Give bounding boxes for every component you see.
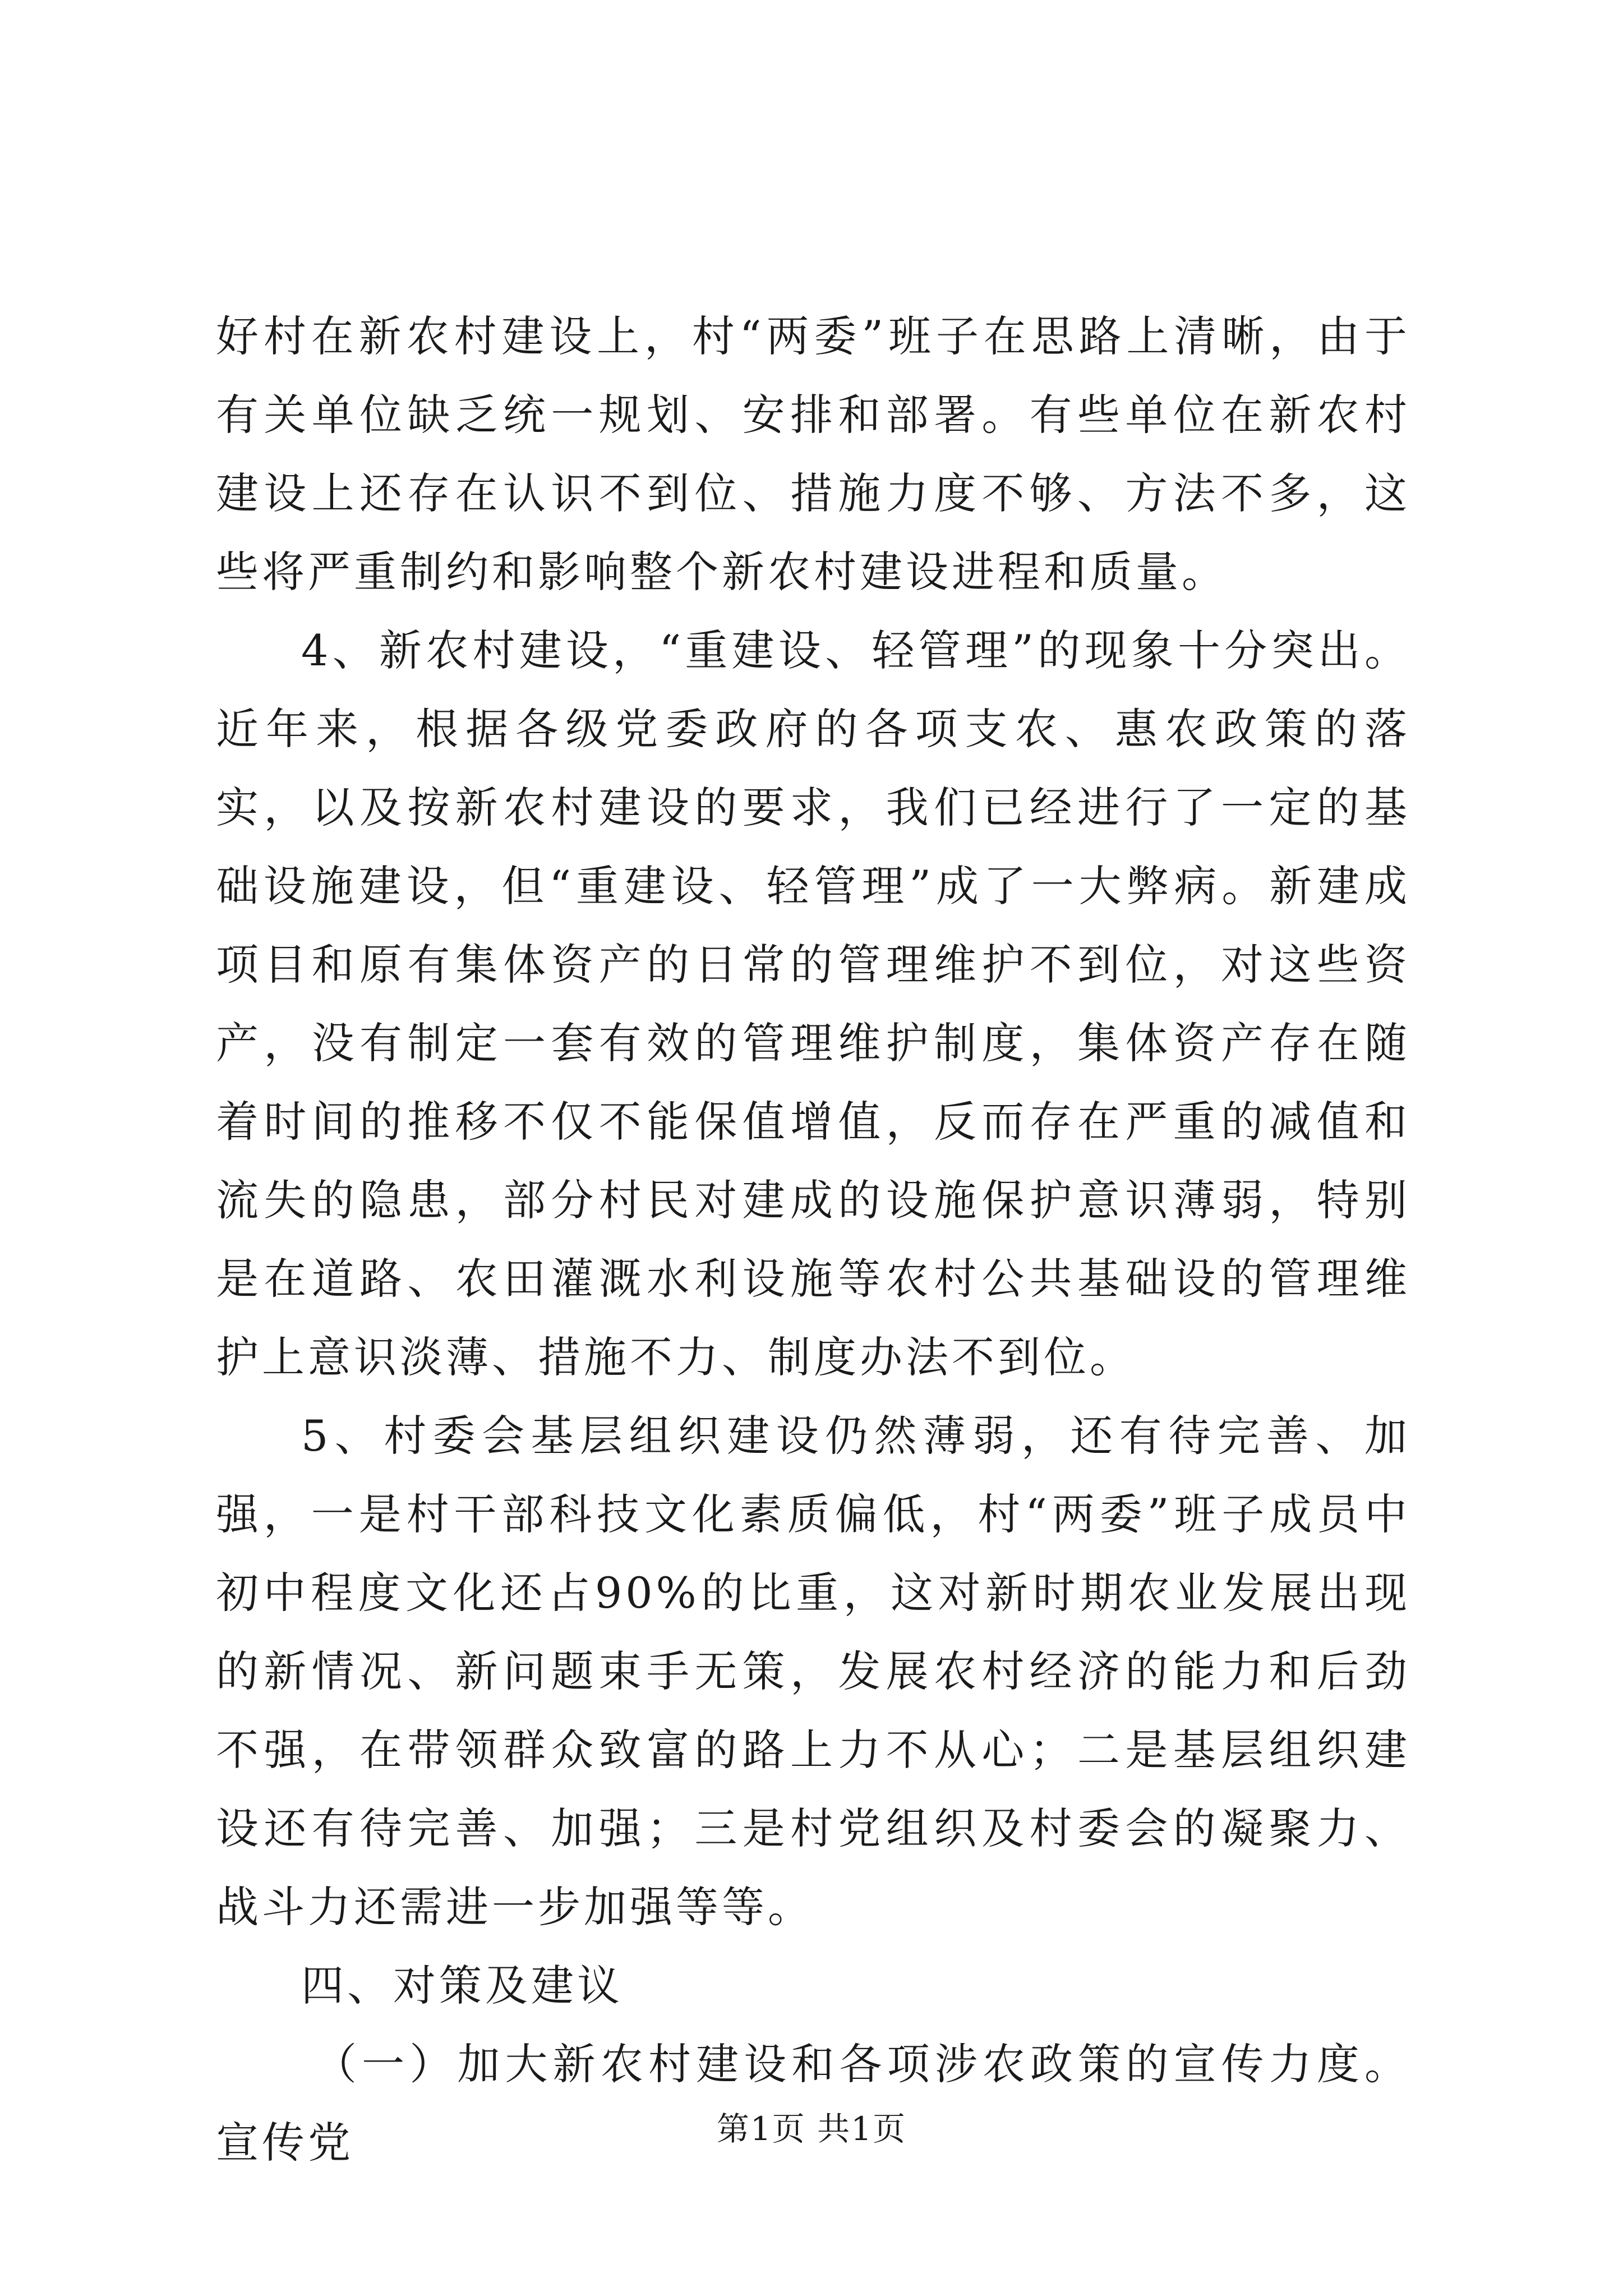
paragraph-item-4: 4、新农村建设，“重建设、轻管理”的现象十分突出。近年来，根据各级党委政府的各项支农、惠农政策的落实，以及按新农村建设的要求，我们已经进行了一定的基础设施建设，但“重建设、轻管理”成了一大弊病。新建成项目和原有集体资产的日常的管理维护不到位，对这些资产，没有制定一套有效的管理维护制度，集体资产存在随着时间的推移不仅不能保值增值，反而存在严重的减值和流失的隐患，部分村民对建成的设施保护意识薄弱，特别是在道路、农田灌溉水利设施等农村公共基础设的管理维护上意识淡薄、措施不力、制度办法不到位。 (216, 625, 1410, 1382)
subsection-heading-1: （一）加大新农村建设和各项涉农政策的宣传力度。宣传党 (216, 2039, 1410, 2168)
paragraph-continued: 好村在新农村建设上，村“两委”班子在思路上清晰，由于有关单位缺乏统一规划、安排和部署。有些单位在新农村建设上还存在认识不到位、措施力度不够、方法不多，这些将严重制约和影响整个新农村建设进程和质量。 (216, 311, 1410, 597)
page-number-footer: 第1页 共1页 (716, 2110, 907, 2148)
section-heading-countermeasures: 四、对策及建议 (301, 1961, 623, 2010)
paragraph-item-5: 5、村委会基层组织建设仍然薄弱，还有待完善、加强，一是村干部科技文化素质偏低，村“两委”班子成员中初中程度文化还占90%的比重，这对新时期农业发展出现的新情况、新问题束手无策，发展农村经济的能力和后劲不强，在带领群众致富的路上力不从心；二是基层组织建设还有待完善、加强；三是村党组织及村委会的凝聚力、战斗力还需进一步加强等等。 (216, 1411, 1410, 1932)
document-body (216, 297, 1410, 2182)
